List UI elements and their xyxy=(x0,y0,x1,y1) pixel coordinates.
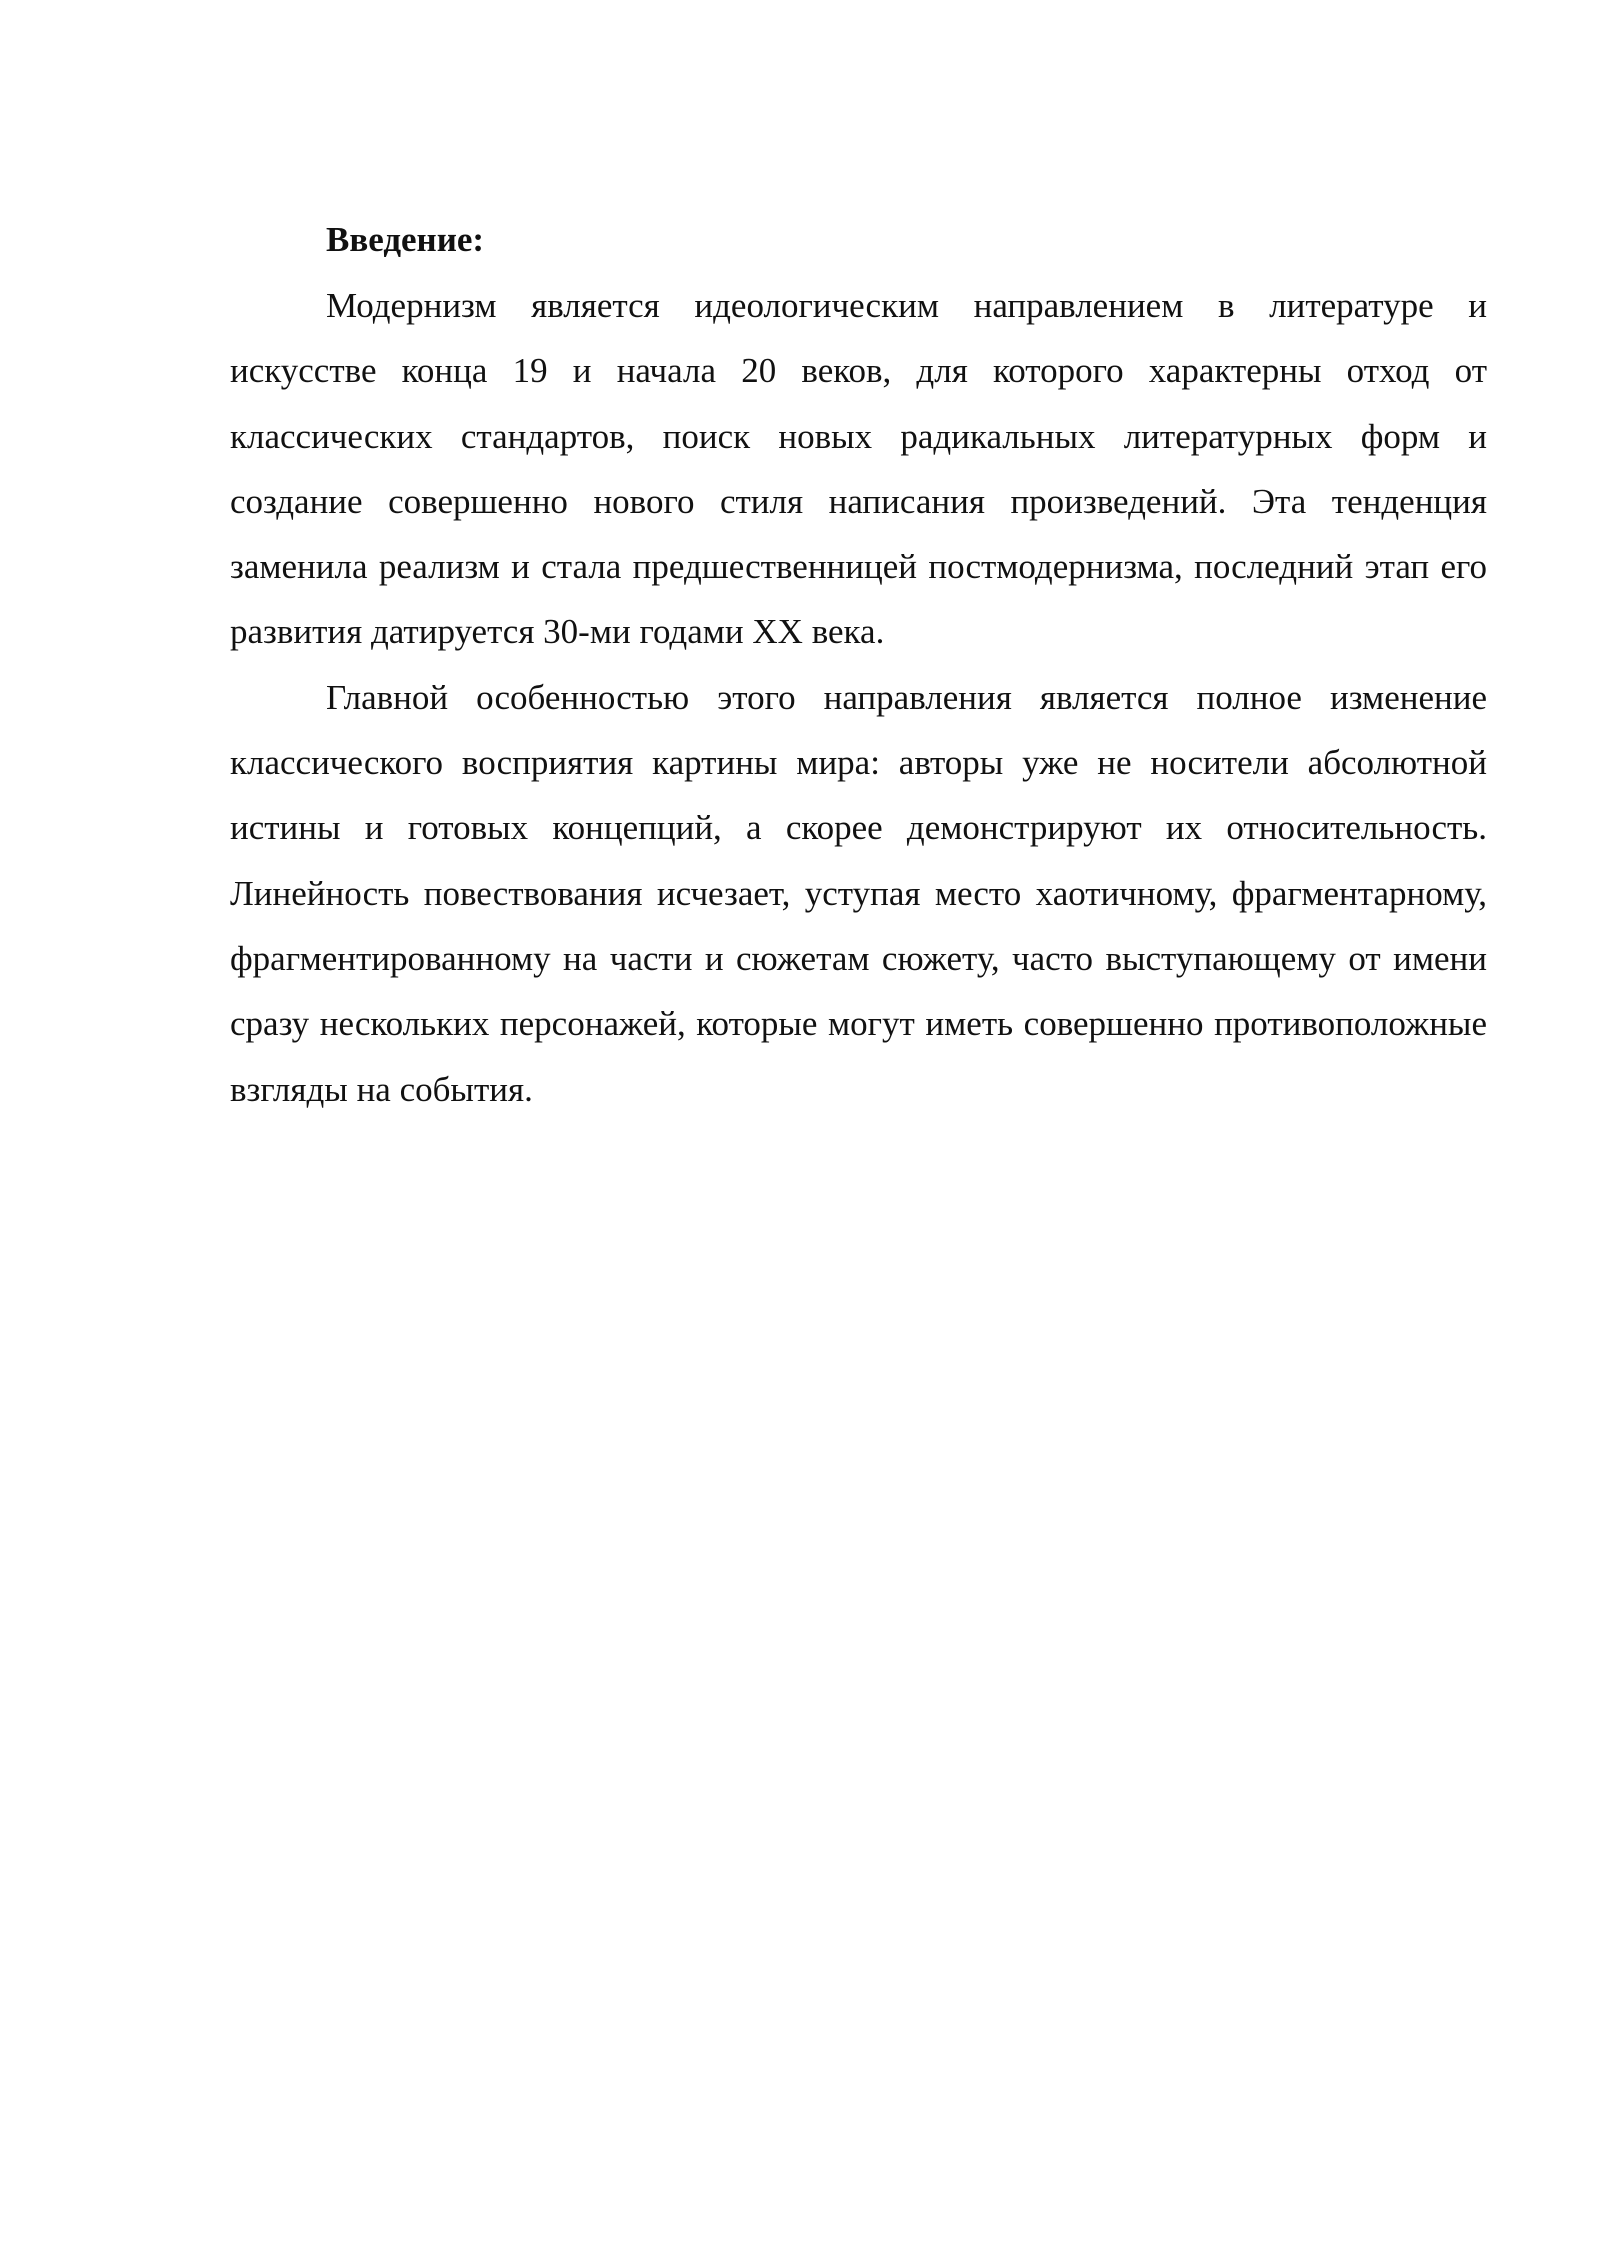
paragraph-2: Главной особенностью этого направления является полное изменение классического восприятия картины мира: авторы уже не носители абсолютной истины и готовых концепций, а скорее демонстрируют их относительность. Линейность повествования исчезает, уступая место хаотичному, фрагментарному, фрагментированному на части и сюжетам сюжету, часто выступающему от имени сразу нескольких персонажей, которые могут иметь совершенно противоположные взгляды на события. xyxy=(230,677,1487,1109)
document-body xyxy=(230,207,1487,1122)
paragraph-1: Модернизм является идеологическим направлением в литературе и искусстве конца 19 и начала 20 веков, для которого характерны отход от классических стандартов, поиск новых радикальных литературных форм и создание совершенно нового стиля написания произведений. Эта тенденция заменила реализм и стала предшественницей постмодернизма, последний этап его развития датируется 30-ми годами XX века. xyxy=(230,286,1487,652)
section-heading: Введение: xyxy=(326,220,485,259)
